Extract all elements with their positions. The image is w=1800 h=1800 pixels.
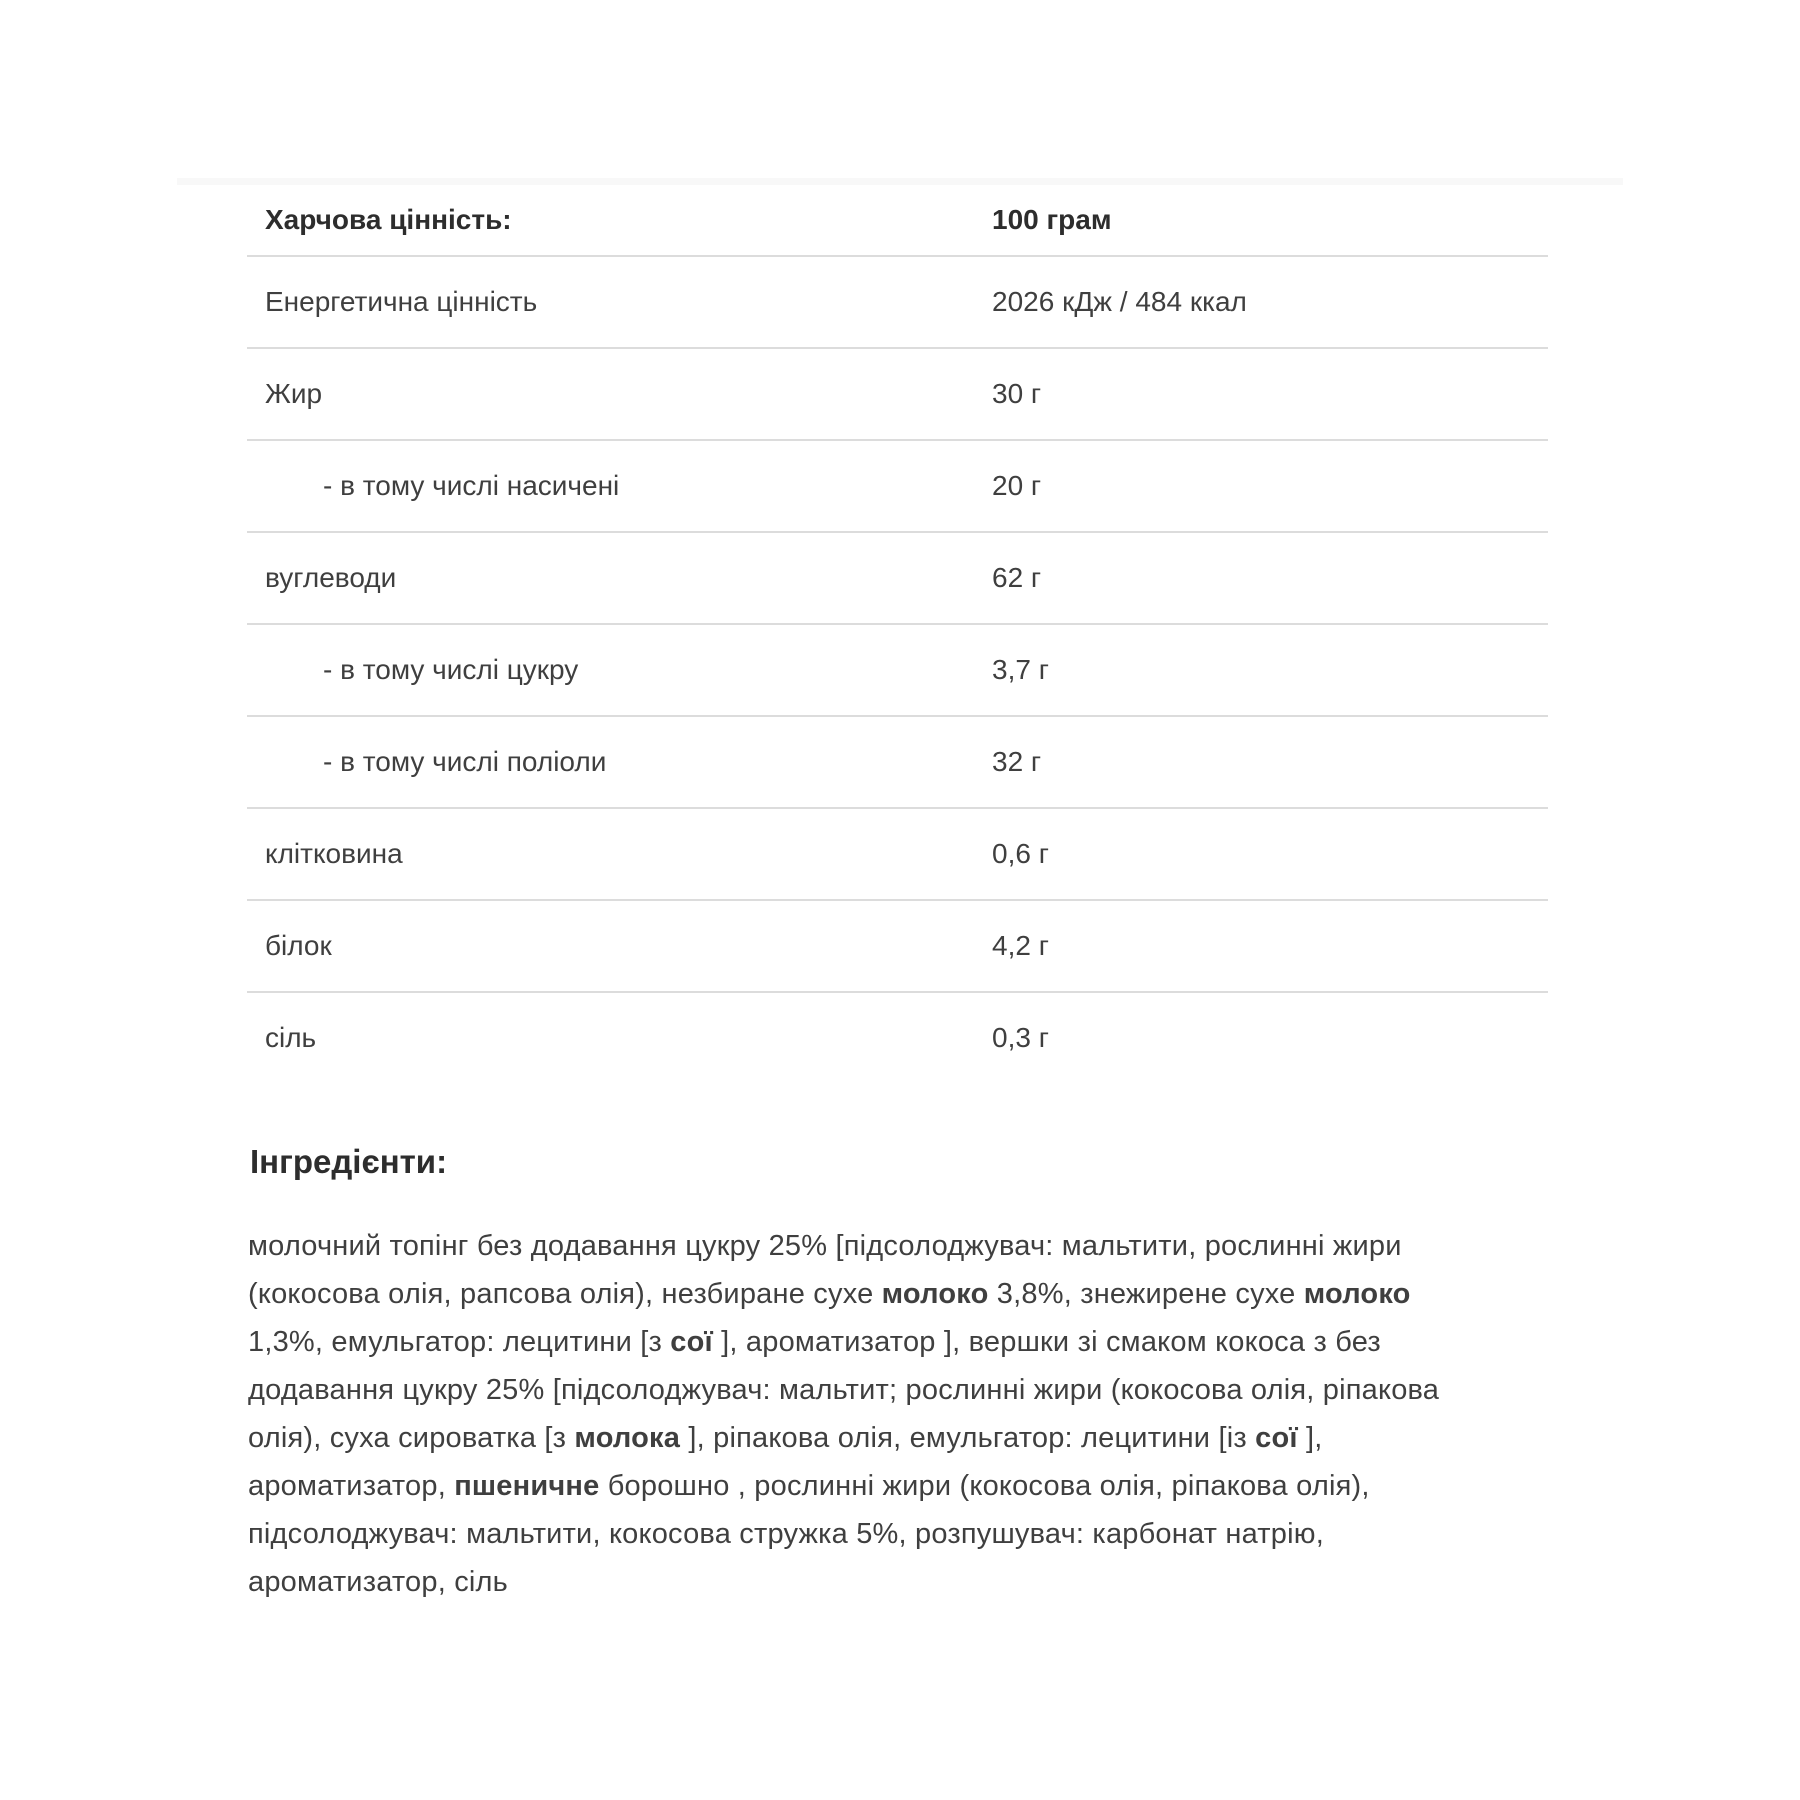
nutrition-row bbox=[247, 439, 1548, 531]
ingredients-line: (кокосова олія, рапсова олія), незбиране сухе молоко 3,8%, знежирене сухе молоко bbox=[248, 1278, 1411, 1310]
nutrition-row-label: - в тому числі поліоли bbox=[323, 746, 607, 777]
ingredients-line: олія), суха сироватка [з молока ], ріпакова олія, емульгатор: лецитини [із сої ], bbox=[248, 1422, 1323, 1454]
ingredients-heading: Інгредієнти: bbox=[250, 1143, 448, 1180]
nutrition-row-label: Жир bbox=[265, 378, 323, 409]
nutrition-row-value: 4,2 г bbox=[992, 930, 1049, 961]
nutrition-header-value: 100 грам bbox=[992, 204, 1112, 235]
nutrition-row bbox=[247, 899, 1548, 991]
ingredients-line: додавання цукру 25% [підсолоджувач: мальтит; рослинні жири (кокосова олія, ріпакова bbox=[248, 1374, 1440, 1406]
ingredients-paragraph bbox=[248, 1222, 1588, 1606]
nutrition-row-label: - в тому числі цукру bbox=[323, 654, 579, 685]
nutrition-row bbox=[247, 255, 1548, 347]
ingredients-line: ароматизатор, пшеничне борошно , рослинні жири (кокосова олія, ріпакова олія), bbox=[248, 1470, 1370, 1502]
nutrition-row-label: клітковина bbox=[265, 838, 403, 869]
nutrition-row-value: 32 г bbox=[992, 746, 1042, 777]
nutrition-row-value: 0,3 г bbox=[992, 1022, 1049, 1053]
ingredients-line: підсолоджувач: мальтити, кокосова стружка 5%, розпушувач: карбонат натрію, bbox=[248, 1518, 1324, 1550]
ingredients-line: 1,3%, емульгатор: лецитини [з сої ], ароматизатор ], вершки зі смаком кокоса з без bbox=[248, 1326, 1381, 1358]
nutrition-row bbox=[247, 991, 1548, 1083]
nutrition-row bbox=[247, 623, 1548, 715]
ingredients-line: ароматизатор, сіль bbox=[248, 1566, 508, 1598]
nutrition-rows bbox=[247, 255, 1548, 1083]
nutrition-row-label: - в тому числі насичені bbox=[323, 470, 620, 501]
ingredients-line: молочний топінг без додавання цукру 25% [підсолоджувач: мальтити, рослинні жири bbox=[248, 1230, 1402, 1262]
nutrition-row-label: Енергетична цінність bbox=[265, 286, 538, 317]
nutrition-table-header bbox=[247, 185, 1548, 255]
nutrition-row bbox=[247, 347, 1548, 439]
nutrition-row-value: 0,6 г bbox=[992, 838, 1049, 869]
nutrition-row-value: 2026 кДж / 484 ккал bbox=[992, 286, 1247, 317]
nutrition-row-label: вуглеводи bbox=[265, 562, 397, 593]
nutrition-row-value: 62 г bbox=[992, 562, 1042, 593]
nutrition-row-value: 3,7 г bbox=[992, 654, 1049, 685]
nutrition-row bbox=[247, 715, 1548, 807]
nutrition-row bbox=[247, 531, 1548, 623]
nutrition-row-label: білок bbox=[265, 930, 332, 961]
nutrition-row-label: сіль bbox=[265, 1022, 317, 1053]
table-top-strip bbox=[177, 178, 1623, 185]
nutrition-row-value: 20 г bbox=[992, 470, 1042, 501]
nutrition-row bbox=[247, 807, 1548, 899]
nutrition-row-value: 30 г bbox=[992, 378, 1042, 409]
nutrition-table bbox=[247, 185, 1548, 1083]
nutrition-header-label: Харчова цінність: bbox=[265, 204, 512, 235]
